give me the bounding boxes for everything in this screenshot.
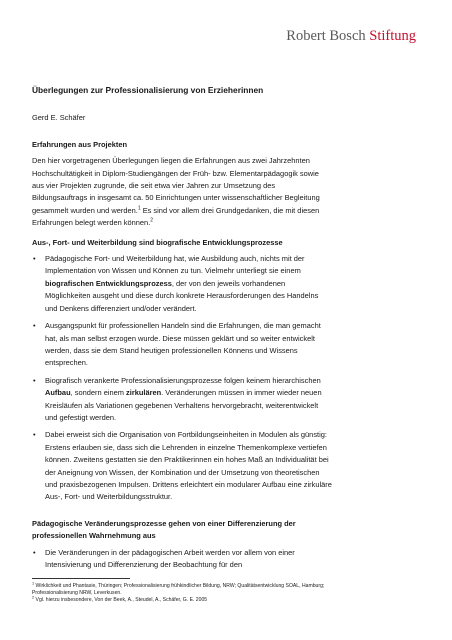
list-item-text: Pädagogische Fort- und Weiterbildung hat, wie Ausbildung auch, nichts mit der Implementation von Wissen und Können zu tun. Vielmehr unterliegt sie einem [45,254,305,276]
list-item [32,320,332,370]
footnote-divider [32,578,130,579]
list-item-text: , sondern einem [70,388,127,398]
bullet-list-training [32,253,332,504]
paragraph-text: Es sind vor allem drei Grundgedanken, die mit diesen Erfahrungen belegt werden können. [32,205,320,228]
list-item [32,429,332,503]
footnote-text: Vgl. hierzu insbesondere, Von der Beek, A., Steudel, A., Schäfer, G. E. 2005 [34,597,208,604]
list-item-text: Ausgangspunkt für professionellen Handeln sind die Erfahrungen, die man gemacht hat, als man selbst erzogen wurde. Diese müssen geklärt und so weiter entwickelt werden, dass sie dem Stand heutigen professionellen Könnens und Wissens entsprechen. [45,321,321,368]
list-item [32,253,332,315]
emphasis: zirkulären [126,388,162,398]
emphasis: Aufbau [45,388,71,398]
paragraph-text: Den hier vorgetragenen Überlegungen liegen die Erfahrungen aus zwei Jahrzehnten Hochschultätigkeit in Diplom-Studiengängen der Früh- bzw. Elementarpädagogik sowie aus vier Projekten zugrunde, die seit etwa vier Jahren zur Umsetzung des Bildungsauftrags in insgesamt ca. 50 Einrichtungen unter wissenschaftlicher Begleitung gesammelt wurden und werden. [32,156,320,215]
list-item-text: . Veränderungen müssen in immer wieder neuen Kreisläufen als Variationen gegebenen Verhaltens hervorgebracht, weiterentwickelt und gefestigt werden. [45,388,322,422]
list-item-text: Biografisch verankerte Professionalisierungsprozesse folgen keinem hierarchischen [45,375,321,385]
list-item [32,375,332,425]
section-heading-perception: Pädagogische Veränderungsprozesse gehen von einer Differenzierung der professionellen Wahrnehmung aus [32,518,296,541]
footnote-1 [32,583,332,597]
bullet-list-perception [32,547,332,572]
section-heading-training: Aus-, Fort- und Weiterbildung sind biografische Entwicklungsprozesse [32,237,283,247]
list-item [32,547,332,572]
list-item-text: Die Veränderungen in der pädagogischen Arbeit werden vor allem von einer Intensivierung und Differenzierung der Beobachtung für den [45,547,295,569]
paragraph-projects [32,155,332,229]
bullet-icon: • [33,430,36,440]
section-heading-projects: Erfahrungen aus Projekten [32,139,128,149]
footnote-2 [32,597,332,604]
bullet-icon: • [33,321,36,331]
bullet-icon: • [33,547,36,557]
author: Gerd E. Schäfer [32,113,86,123]
emphasis: biografischen Entwicklungsprozess [45,278,172,288]
bullet-icon: • [33,254,36,264]
list-item-text: , der von den jeweils vorhandenen Möglichkeiten ausgeht und diese durch konkrete Herausforderungen des Handelns und Denkens differenziert und/oder verändert. [45,278,319,313]
document-body [32,84,332,571]
footnote-ref-2[interactable]: 2 [150,217,154,224]
bullet-icon: • [33,375,36,385]
footnotes [32,583,332,605]
logo [286,28,416,45]
footnote-number: 2 [32,595,35,600]
page-title: Überlegungen zur Professionalisierung von Erzieherinnen [32,85,264,95]
logo-org: Robert Bosch [286,28,366,44]
footnote-ref-1[interactable]: 1 [137,205,141,212]
footnote-text: Wirklichkeit und Phantasie, Thüringen; Professionalisierung frühkindlicher Bildung, NRW; Qualitätsentwicklung SOAL, Hamburg; Professionalisierung NRW, Leverkusen. [32,583,325,597]
list-item-text: Dabei erweist sich die Organisation von Fortbildungseinheiten in Modulen als günstig: Erstens erlauben sie, dass sich die Lehrenden in einzelne Themenkomplexe vertiefen können. Zweitens gestatten sie den Praktikerinnen ein hohes Maß an Individualität bei der Aneignung von Wissen, der Kombination und der Umsetzung von theoretischen und praxisbezogenen Impulsen. Drittens erleichtert ein modularer Aufbau eine zirkuläre Aus-, Fort- und Weiterbildungsstruktur. [45,430,332,502]
footnote-number: 1 [32,581,35,586]
logo-accent: Stiftung [369,28,416,44]
